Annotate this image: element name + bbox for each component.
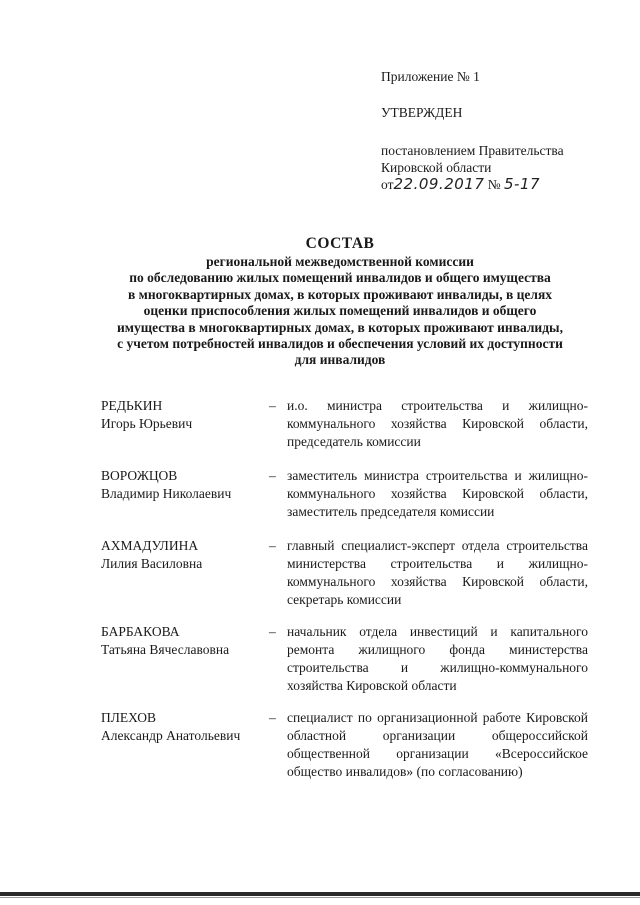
approved-by-line-2: Кировской области — [381, 160, 492, 175]
member-given-name: Игорь Юрьевич — [101, 416, 193, 431]
document-heading — [90, 234, 590, 369]
member-given-name: Лилия Василовна — [101, 556, 203, 571]
member-surname: АХМАДУЛИНА — [101, 538, 199, 553]
member-surname: ВОРОЖЦОВ — [101, 468, 178, 483]
subtitle-line: по обследованию жилых помещений инвалидов и общего имущества — [129, 270, 551, 286]
page-bottom-edge-shadow — [0, 897, 640, 898]
member-role: и.о. министра строительства и жилищно-коммунального хозяйства Кировской области, председатель комиссии — [287, 398, 588, 449]
approval-date-line — [381, 176, 621, 193]
page-bottom-edge — [0, 892, 640, 896]
member-name — [101, 623, 266, 659]
document-title: СОСТАВ — [305, 235, 375, 252]
member-entry — [101, 623, 596, 709]
commission-members-list — [101, 397, 596, 809]
member-surname: РЕДЬКИН — [101, 398, 163, 413]
subtitle-line: имущества в многоквартирных домах, в которых проживают инвалиды, — [117, 319, 563, 335]
member-name — [101, 537, 266, 573]
subtitle-line: оценки приспособления жилых помещений инвалидов и общего — [143, 303, 537, 319]
annex-label: Приложение № 1 — [381, 69, 480, 84]
approved-label: УТВЕРЖДЕН — [381, 105, 463, 120]
handwritten-number: 5-17 — [504, 175, 541, 193]
subtitle-line: региональной межведомственной комиссии — [206, 254, 474, 269]
date-prefix: от — [381, 177, 394, 192]
subtitle-line: с учетом потребностей инвалидов и обеспечения условий их доступности — [117, 336, 563, 352]
member-dash: – — [269, 468, 276, 483]
member-entry — [101, 467, 596, 537]
member-given-name: Татьяна Вячеславовна — [101, 642, 230, 657]
member-role: специалист по организационной работе Кировской областной организации общероссийской общественной организации «Всероссийское общество инвалидов» (по согласованию) — [287, 710, 588, 779]
member-surname: БАРБАКОВА — [101, 624, 180, 639]
approval-block — [381, 68, 621, 193]
member-given-name: Александр Анатольевич — [101, 728, 241, 743]
subtitle-line: для инвалидов — [294, 352, 386, 368]
member-given-name: Владимир Николаевич — [101, 486, 232, 501]
member-name — [101, 709, 266, 745]
member-entry — [101, 397, 596, 467]
member-role: заместитель министра строительства и жилищно-коммунального хозяйства Кировской области, заместитель председателя комиссии — [287, 468, 588, 519]
subtitle-line: в многоквартирных домах, в которых проживают инвалиды, в целях — [127, 286, 553, 302]
member-surname: ПЛЕХОВ — [101, 710, 156, 725]
member-entry — [101, 709, 596, 809]
member-role: главный специалист-эксперт отдела строительства министерства строительства и жилищно-коммунального хозяйства Кировской области, секретарь комиссии — [287, 538, 588, 607]
member-role: начальник отдела инвестиций и капитального ремонта жилищного фонда министерства строительства и жилищно-коммунального хозяйства Кировской области — [287, 624, 588, 693]
handwritten-date: 22.09.2017 — [393, 175, 485, 193]
member-dash: – — [269, 398, 276, 413]
member-dash: – — [269, 538, 276, 553]
approved-by-line-1: постановлением Правительства — [381, 143, 564, 158]
document-subtitle — [90, 254, 590, 369]
number-sign: № — [487, 177, 501, 192]
member-dash: – — [269, 624, 276, 639]
member-name — [101, 397, 266, 433]
member-dash: – — [269, 710, 276, 725]
member-name — [101, 467, 266, 503]
member-entry — [101, 537, 596, 623]
